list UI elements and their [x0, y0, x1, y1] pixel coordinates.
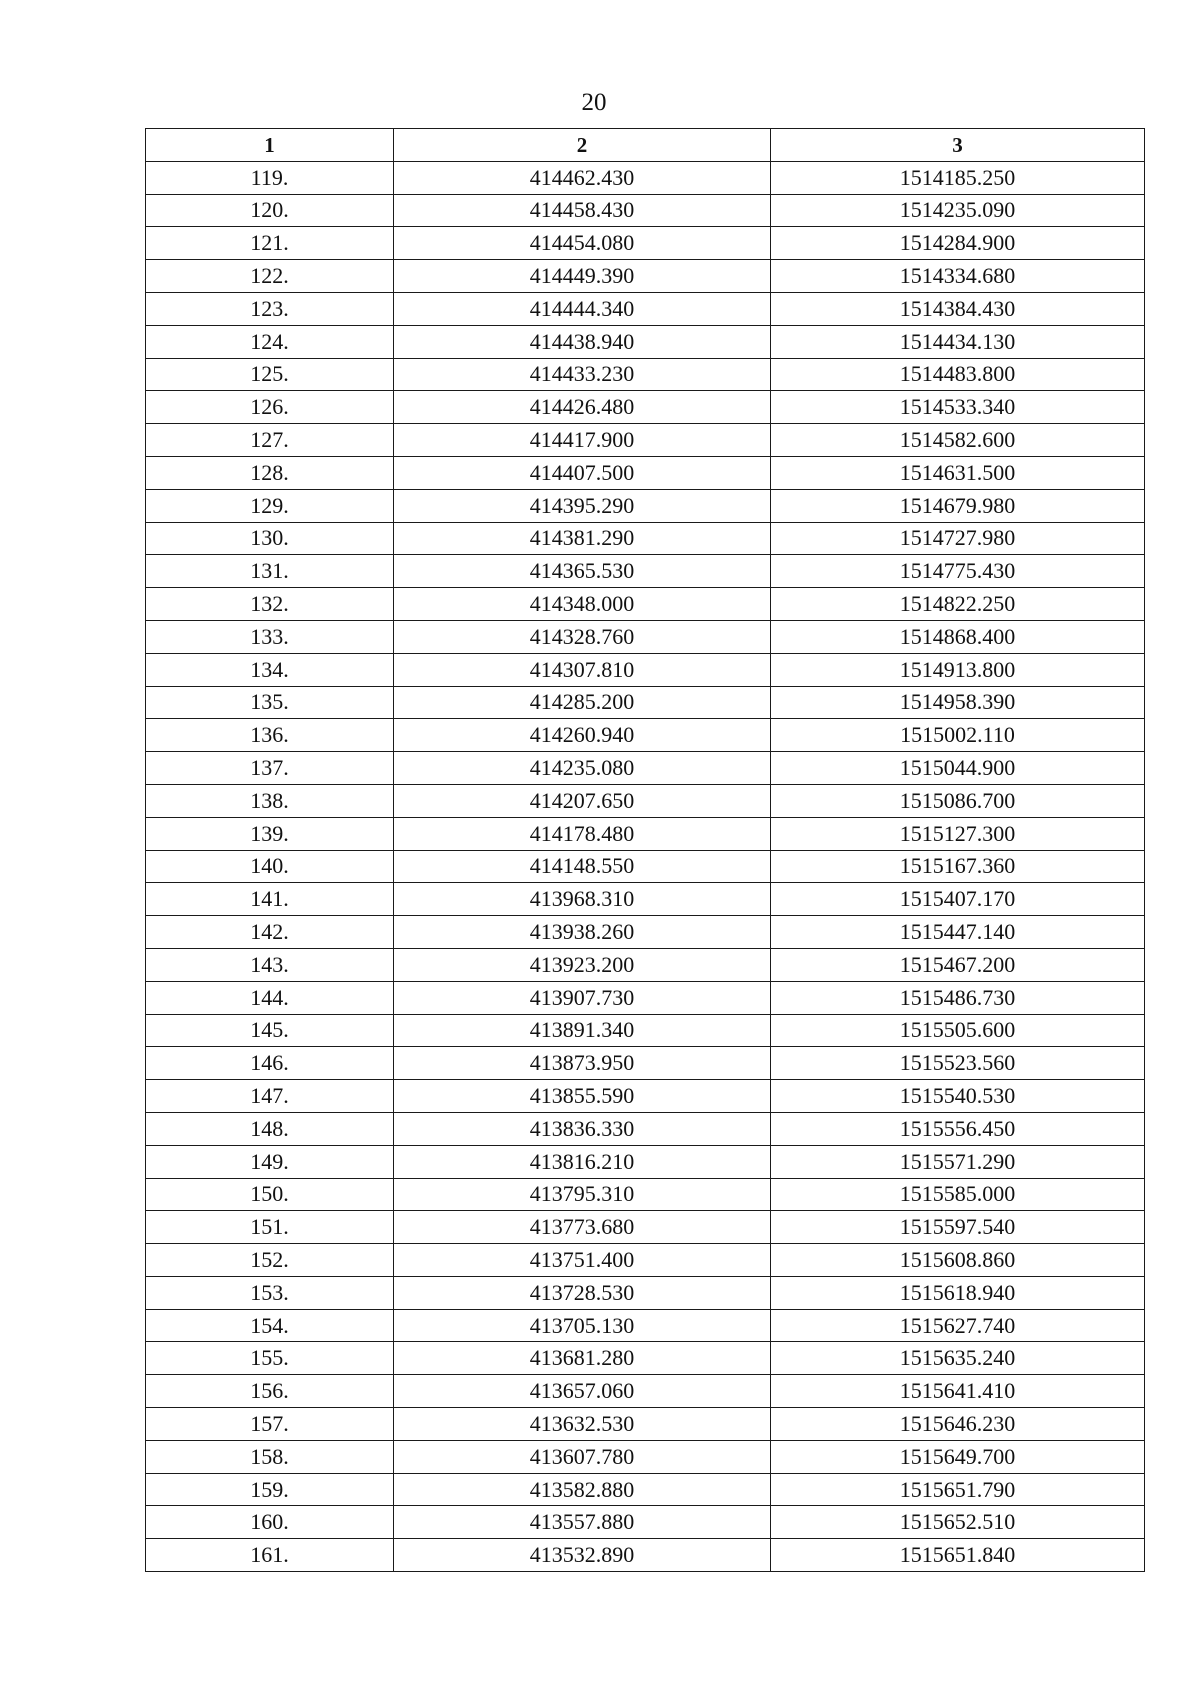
- x-coordinate-cell: 413607.780: [394, 1440, 771, 1473]
- x-coordinate-cell: 413773.680: [394, 1211, 771, 1244]
- table-row: [146, 588, 1145, 621]
- table-row: [146, 456, 1145, 489]
- x-coordinate-cell: 414328.760: [394, 620, 771, 653]
- table-header-row: [146, 129, 1145, 162]
- y-coordinate-cell: 1514868.400: [771, 620, 1145, 653]
- y-coordinate-cell: 1515167.360: [771, 850, 1145, 883]
- table-row: [146, 948, 1145, 981]
- table-row: [146, 1014, 1145, 1047]
- point-number-cell: 142.: [146, 916, 394, 949]
- x-coordinate-cell: 413532.890: [394, 1539, 771, 1572]
- point-number-cell: 127.: [146, 424, 394, 457]
- y-coordinate-cell: 1514483.800: [771, 358, 1145, 391]
- x-coordinate-cell: 413681.280: [394, 1342, 771, 1375]
- table-row: [146, 1375, 1145, 1408]
- y-coordinate-cell: 1515646.230: [771, 1408, 1145, 1441]
- point-number-cell: 155.: [146, 1342, 394, 1375]
- y-coordinate-cell: 1515002.110: [771, 719, 1145, 752]
- point-number-cell: 154.: [146, 1309, 394, 1342]
- table-row: [146, 161, 1145, 194]
- table-row: [146, 325, 1145, 358]
- point-number-cell: 131.: [146, 555, 394, 588]
- y-coordinate-cell: 1515523.560: [771, 1047, 1145, 1080]
- table-row: [146, 653, 1145, 686]
- y-coordinate-cell: 1515618.940: [771, 1276, 1145, 1309]
- y-coordinate-cell: 1514334.680: [771, 260, 1145, 293]
- point-number-cell: 145.: [146, 1014, 394, 1047]
- table-row: [146, 752, 1145, 785]
- table-row: [146, 1211, 1145, 1244]
- x-coordinate-cell: 413705.130: [394, 1309, 771, 1342]
- point-number-cell: 149.: [146, 1145, 394, 1178]
- point-number-cell: 125.: [146, 358, 394, 391]
- point-number-cell: 161.: [146, 1539, 394, 1572]
- x-coordinate-cell: 413751.400: [394, 1244, 771, 1277]
- y-coordinate-cell: 1515505.600: [771, 1014, 1145, 1047]
- point-number-cell: 152.: [146, 1244, 394, 1277]
- table-row: [146, 1178, 1145, 1211]
- y-coordinate-cell: 1515407.170: [771, 883, 1145, 916]
- x-coordinate-cell: 414260.940: [394, 719, 771, 752]
- y-coordinate-cell: 1514185.250: [771, 161, 1145, 194]
- table-row: [146, 1539, 1145, 1572]
- column-header-number: 1: [146, 129, 394, 162]
- x-coordinate-cell: 414449.390: [394, 260, 771, 293]
- point-number-cell: 159.: [146, 1473, 394, 1506]
- y-coordinate-cell: 1515651.790: [771, 1473, 1145, 1506]
- table-row: [146, 227, 1145, 260]
- x-coordinate-cell: 413557.880: [394, 1506, 771, 1539]
- point-number-cell: 143.: [146, 948, 394, 981]
- point-number-cell: 158.: [146, 1440, 394, 1473]
- x-coordinate-cell: 414417.900: [394, 424, 771, 457]
- y-coordinate-cell: 1515627.740: [771, 1309, 1145, 1342]
- column-header-y: 3: [771, 129, 1145, 162]
- point-number-cell: 130.: [146, 522, 394, 555]
- table-row: [146, 1145, 1145, 1178]
- x-coordinate-cell: 413728.530: [394, 1276, 771, 1309]
- x-coordinate-cell: 414438.940: [394, 325, 771, 358]
- y-coordinate-cell: 1514913.800: [771, 653, 1145, 686]
- x-coordinate-cell: 413657.060: [394, 1375, 771, 1408]
- x-coordinate-cell: 413968.310: [394, 883, 771, 916]
- y-coordinate-cell: 1514235.090: [771, 194, 1145, 227]
- point-number-cell: 150.: [146, 1178, 394, 1211]
- table-row: [146, 194, 1145, 227]
- y-coordinate-cell: 1515086.700: [771, 784, 1145, 817]
- table-row: [146, 981, 1145, 1014]
- point-number-cell: 123.: [146, 292, 394, 325]
- page-number: 20: [581, 89, 607, 116]
- point-number-cell: 133.: [146, 620, 394, 653]
- x-coordinate-cell: 414395.290: [394, 489, 771, 522]
- x-coordinate-cell: 413923.200: [394, 948, 771, 981]
- point-number-cell: 144.: [146, 981, 394, 1014]
- point-number-cell: 147.: [146, 1080, 394, 1113]
- x-coordinate-cell: 414365.530: [394, 555, 771, 588]
- x-coordinate-cell: 414285.200: [394, 686, 771, 719]
- y-coordinate-cell: 1515649.700: [771, 1440, 1145, 1473]
- point-number-cell: 119.: [146, 161, 394, 194]
- point-number-cell: 129.: [146, 489, 394, 522]
- point-number-cell: 137.: [146, 752, 394, 785]
- x-coordinate-cell: 414207.650: [394, 784, 771, 817]
- x-coordinate-cell: 413582.880: [394, 1473, 771, 1506]
- y-coordinate-cell: 1515641.410: [771, 1375, 1145, 1408]
- y-coordinate-cell: 1515447.140: [771, 916, 1145, 949]
- x-coordinate-cell: 414426.480: [394, 391, 771, 424]
- y-coordinate-cell: 1515635.240: [771, 1342, 1145, 1375]
- x-coordinate-cell: 414407.500: [394, 456, 771, 489]
- y-coordinate-cell: 1515467.200: [771, 948, 1145, 981]
- x-coordinate-cell: 414433.230: [394, 358, 771, 391]
- table-row: [146, 1473, 1145, 1506]
- point-number-cell: 136.: [146, 719, 394, 752]
- point-number-cell: 148.: [146, 1112, 394, 1145]
- point-number-cell: 121.: [146, 227, 394, 260]
- y-coordinate-cell: 1515571.290: [771, 1145, 1145, 1178]
- y-coordinate-cell: 1514631.500: [771, 456, 1145, 489]
- x-coordinate-cell: 414348.000: [394, 588, 771, 621]
- x-coordinate-cell: 413795.310: [394, 1178, 771, 1211]
- point-number-cell: 126.: [146, 391, 394, 424]
- table-row: [146, 489, 1145, 522]
- point-number-cell: 156.: [146, 1375, 394, 1408]
- table-row: [146, 1408, 1145, 1441]
- x-coordinate-cell: 413938.260: [394, 916, 771, 949]
- point-number-cell: 128.: [146, 456, 394, 489]
- table-row: [146, 555, 1145, 588]
- y-coordinate-cell: 1515127.300: [771, 817, 1145, 850]
- x-coordinate-cell: 414148.550: [394, 850, 771, 883]
- y-coordinate-cell: 1514284.900: [771, 227, 1145, 260]
- y-coordinate-cell: 1514822.250: [771, 588, 1145, 621]
- x-coordinate-cell: 413632.530: [394, 1408, 771, 1441]
- y-coordinate-cell: 1514727.980: [771, 522, 1145, 555]
- point-number-cell: 151.: [146, 1211, 394, 1244]
- table-row: [146, 1440, 1145, 1473]
- point-number-cell: 160.: [146, 1506, 394, 1539]
- x-coordinate-cell: 413836.330: [394, 1112, 771, 1145]
- coordinates-table: [145, 128, 1145, 1572]
- x-coordinate-cell: 414235.080: [394, 752, 771, 785]
- table-row: [146, 1244, 1145, 1277]
- y-coordinate-cell: 1514679.980: [771, 489, 1145, 522]
- table-row: [146, 817, 1145, 850]
- y-coordinate-cell: 1514775.430: [771, 555, 1145, 588]
- point-number-cell: 153.: [146, 1276, 394, 1309]
- table-row: [146, 1112, 1145, 1145]
- x-coordinate-cell: 413891.340: [394, 1014, 771, 1047]
- column-header-x: 2: [394, 129, 771, 162]
- table-row: [146, 719, 1145, 752]
- x-coordinate-cell: 414462.430: [394, 161, 771, 194]
- table-row: [146, 358, 1145, 391]
- point-number-cell: 135.: [146, 686, 394, 719]
- point-number-cell: 139.: [146, 817, 394, 850]
- y-coordinate-cell: 1514533.340: [771, 391, 1145, 424]
- y-coordinate-cell: 1514958.390: [771, 686, 1145, 719]
- point-number-cell: 134.: [146, 653, 394, 686]
- y-coordinate-cell: 1515597.540: [771, 1211, 1145, 1244]
- point-number-cell: 138.: [146, 784, 394, 817]
- y-coordinate-cell: 1514434.130: [771, 325, 1145, 358]
- table-body: [146, 161, 1145, 1571]
- table-row: [146, 1276, 1145, 1309]
- point-number-cell: 141.: [146, 883, 394, 916]
- point-number-cell: 120.: [146, 194, 394, 227]
- y-coordinate-cell: 1515651.840: [771, 1539, 1145, 1572]
- table-row: [146, 850, 1145, 883]
- x-coordinate-cell: 414307.810: [394, 653, 771, 686]
- table-row: [146, 260, 1145, 293]
- table-row: [146, 292, 1145, 325]
- x-coordinate-cell: 413816.210: [394, 1145, 771, 1178]
- point-number-cell: 132.: [146, 588, 394, 621]
- x-coordinate-cell: 414178.480: [394, 817, 771, 850]
- table-row: [146, 883, 1145, 916]
- table-row: [146, 620, 1145, 653]
- table-row: [146, 686, 1145, 719]
- point-number-cell: 146.: [146, 1047, 394, 1080]
- table-row: [146, 1309, 1145, 1342]
- point-number-cell: 157.: [146, 1408, 394, 1441]
- y-coordinate-cell: 1515608.860: [771, 1244, 1145, 1277]
- table-row: [146, 1342, 1145, 1375]
- y-coordinate-cell: 1515585.000: [771, 1178, 1145, 1211]
- y-coordinate-cell: 1515652.510: [771, 1506, 1145, 1539]
- table-row: [146, 784, 1145, 817]
- y-coordinate-cell: 1515540.530: [771, 1080, 1145, 1113]
- point-number-cell: 122.: [146, 260, 394, 293]
- y-coordinate-cell: 1515044.900: [771, 752, 1145, 785]
- x-coordinate-cell: 413907.730: [394, 981, 771, 1014]
- x-coordinate-cell: 414444.340: [394, 292, 771, 325]
- x-coordinate-cell: 414458.430: [394, 194, 771, 227]
- table-row: [146, 522, 1145, 555]
- x-coordinate-cell: 414381.290: [394, 522, 771, 555]
- y-coordinate-cell: 1515486.730: [771, 981, 1145, 1014]
- x-coordinate-cell: 413873.950: [394, 1047, 771, 1080]
- point-number-cell: 124.: [146, 325, 394, 358]
- table-row: [146, 1047, 1145, 1080]
- x-coordinate-cell: 413855.590: [394, 1080, 771, 1113]
- table-row: [146, 391, 1145, 424]
- y-coordinate-cell: 1514384.430: [771, 292, 1145, 325]
- table-row: [146, 1506, 1145, 1539]
- point-number-cell: 140.: [146, 850, 394, 883]
- x-coordinate-cell: 414454.080: [394, 227, 771, 260]
- table-row: [146, 916, 1145, 949]
- table-row: [146, 424, 1145, 457]
- y-coordinate-cell: 1514582.600: [771, 424, 1145, 457]
- table-row: [146, 1080, 1145, 1113]
- y-coordinate-cell: 1515556.450: [771, 1112, 1145, 1145]
